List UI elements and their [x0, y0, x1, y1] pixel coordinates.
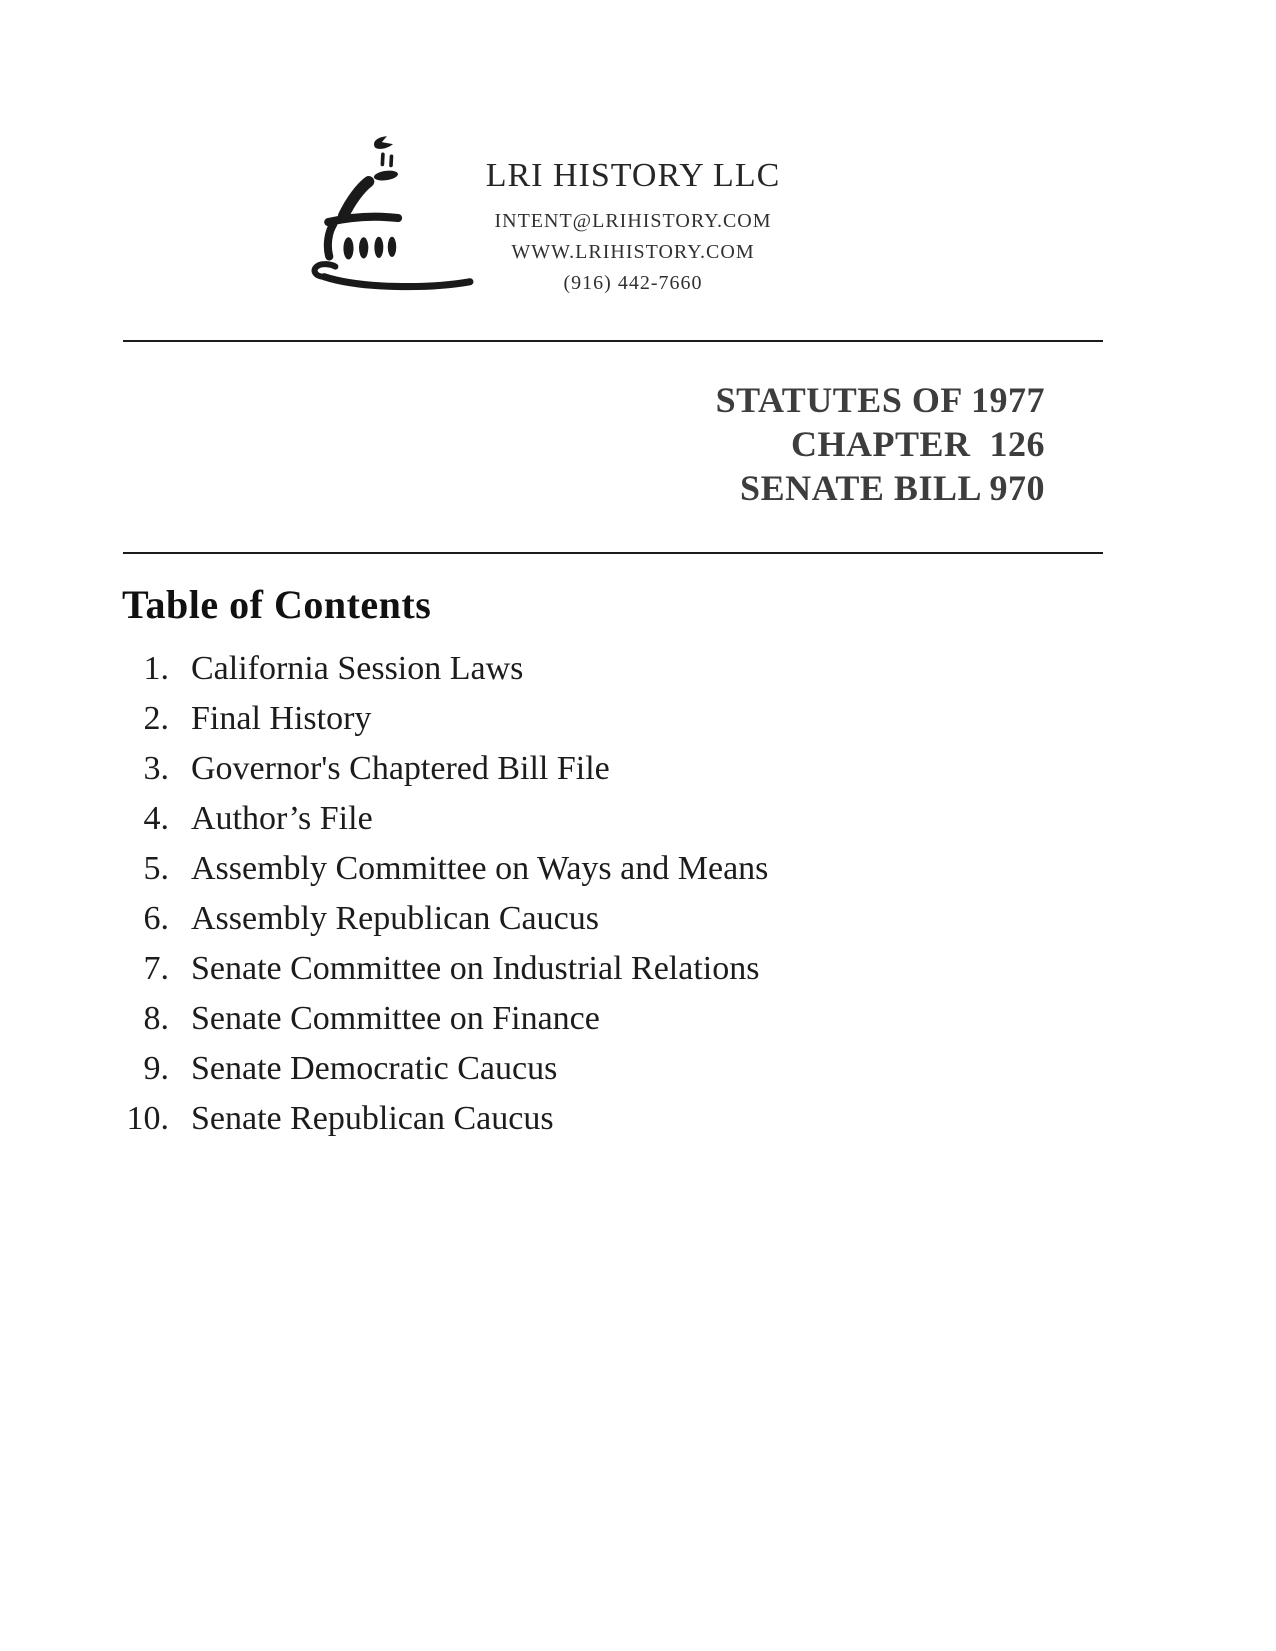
toc-item-number: 9. [143, 1050, 169, 1087]
toc-item [123, 894, 1023, 944]
toc-heading: Table of Contents [122, 582, 432, 627]
contact-block [428, 206, 838, 299]
statute-reference-block [716, 378, 1045, 510]
divider-bottom [123, 552, 1103, 554]
email-line: INTENT@LRIHISTORY.COM [494, 210, 772, 232]
toc-item [123, 794, 1023, 844]
divider-top [123, 340, 1103, 342]
phone-line: (916) 442-7660 [563, 272, 703, 294]
toc-item [123, 1044, 1023, 1094]
toc-item [123, 944, 1023, 994]
toc-item [123, 1094, 1023, 1144]
toc-item-number: 1. [143, 650, 169, 687]
toc-item-number: 2. [143, 700, 169, 737]
senate-bill-line: SENATE BILL 970 [740, 468, 1045, 508]
toc-item-label: Governor's Chaptered Bill File [191, 750, 610, 787]
letterhead [428, 156, 838, 299]
toc-item-label: Senate Committee on Industrial Relations [191, 950, 760, 987]
logo-flag [374, 136, 393, 149]
toc-item-label: Senate Republican Caucus [191, 1100, 554, 1137]
toc-item-number: 6. [143, 900, 169, 937]
toc-item-number: 10. [126, 1100, 169, 1137]
chapter-line: CHAPTER 126 [790, 424, 1045, 464]
toc-item-number: 5. [143, 850, 169, 887]
website-line: WWW.LRIHISTORY.COM [511, 241, 755, 263]
toc-list [123, 644, 1023, 1144]
toc-item-label: Assembly Committee on Ways and Means [191, 850, 769, 887]
toc-item-label: California Session Laws [191, 650, 524, 687]
company-name: LRI HISTORY LLC [485, 157, 781, 194]
toc-item-number: 4. [143, 800, 169, 837]
toc-item-number: 8. [143, 1000, 169, 1037]
toc-item-label: Author’s File [191, 800, 373, 837]
toc-item [123, 644, 1023, 694]
toc-item-label: Senate Committee on Finance [191, 1000, 600, 1037]
toc-item-label: Assembly Republican Caucus [191, 900, 599, 937]
toc-item [123, 694, 1023, 744]
toc-item-number: 3. [143, 750, 169, 787]
toc-item [123, 744, 1023, 794]
statutes-year-line: STATUTES OF 1977 [715, 380, 1045, 420]
toc-item-number: 7. [143, 950, 169, 987]
toc-item-label: Senate Democratic Caucus [191, 1050, 558, 1087]
toc-item-label: Final History [191, 700, 372, 737]
toc-item [123, 844, 1023, 894]
toc-item [123, 994, 1023, 1044]
